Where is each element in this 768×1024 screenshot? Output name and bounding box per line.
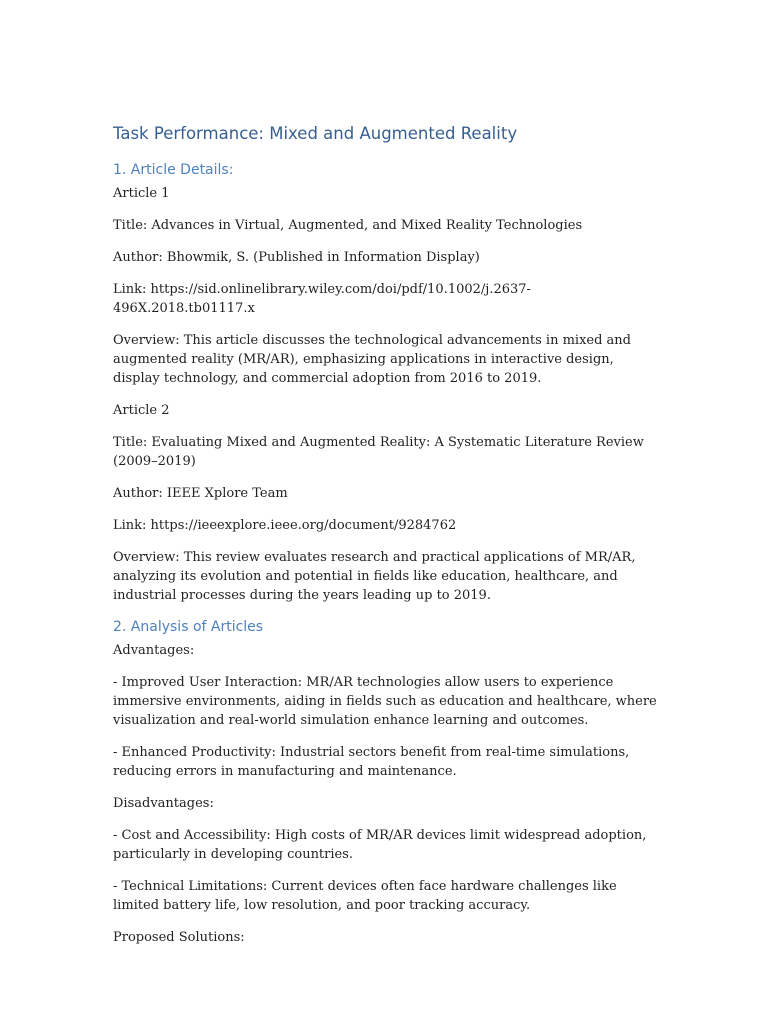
article2-author: Author: IEEE Xplore Team [113,486,288,501]
article1-label: Article 1 [113,186,170,201]
document-title: Task Performance: Mixed and Augmented Reality [113,124,518,143]
article1-overview: Overview: This article discusses the technological advancements in mixed and augmented reality (MR/AR), emphasizing applications in interactive design, display technology, and commercial adoption from 2016 to 2019. [113,333,631,386]
advantage-item: - Enhanced Productivity: Industrial sectors benefit from real-time simulations, reducing errors in manufacturing and maintenance. [113,745,630,779]
article2-link[interactable]: Link: https://ieeexplore.ieee.org/document/9284762 [113,518,457,533]
article2-label: Article 2 [113,403,170,418]
advantages-label: Advantages: [113,643,195,658]
document-page [113,123,661,960]
proposed-solutions-label: Proposed Solutions: [113,930,245,945]
section-heading-analysis: 2. Analysis of Articles [113,619,264,635]
article2-title: Title: Evaluating Mixed and Augmented Reality: A Systematic Literature Review (2009–2019) [113,435,644,469]
disadvantage-item: - Technical Limitations: Current devices often face hardware challenges like limited battery life, low resolution, and poor tracking accuracy. [113,879,617,913]
disadvantages-label: Disadvantages: [113,796,214,811]
article1-title: Title: Advances in Virtual, Augmented, and Mixed Reality Technologies [113,218,583,233]
article1-author: Author: Bhowmik, S. (Published in Information Display) [113,250,480,265]
disadvantage-item: - Cost and Accessibility: High costs of MR/AR devices limit widespread adoption, particularly in developing countries. [113,828,647,862]
advantage-item: - Improved User Interaction: MR/AR technologies allow users to experience immersive environments, aiding in fields such as education and healthcare, where visualization and real-world simulation enhance learning and outcomes. [113,675,657,728]
section-heading-article-details: 1. Article Details: [113,162,234,178]
article2-overview: Overview: This review evaluates research and practical applications of MR/AR, analyzing its evolution and potential in fields like education, healthcare, and industrial processes during the years leading up to 2019. [113,550,636,603]
article1-link[interactable]: Link: https://sid.onlinelibrary.wiley.com/doi/pdf/10.1002/j.2637-496X.2018.tb01117.x [113,282,531,316]
